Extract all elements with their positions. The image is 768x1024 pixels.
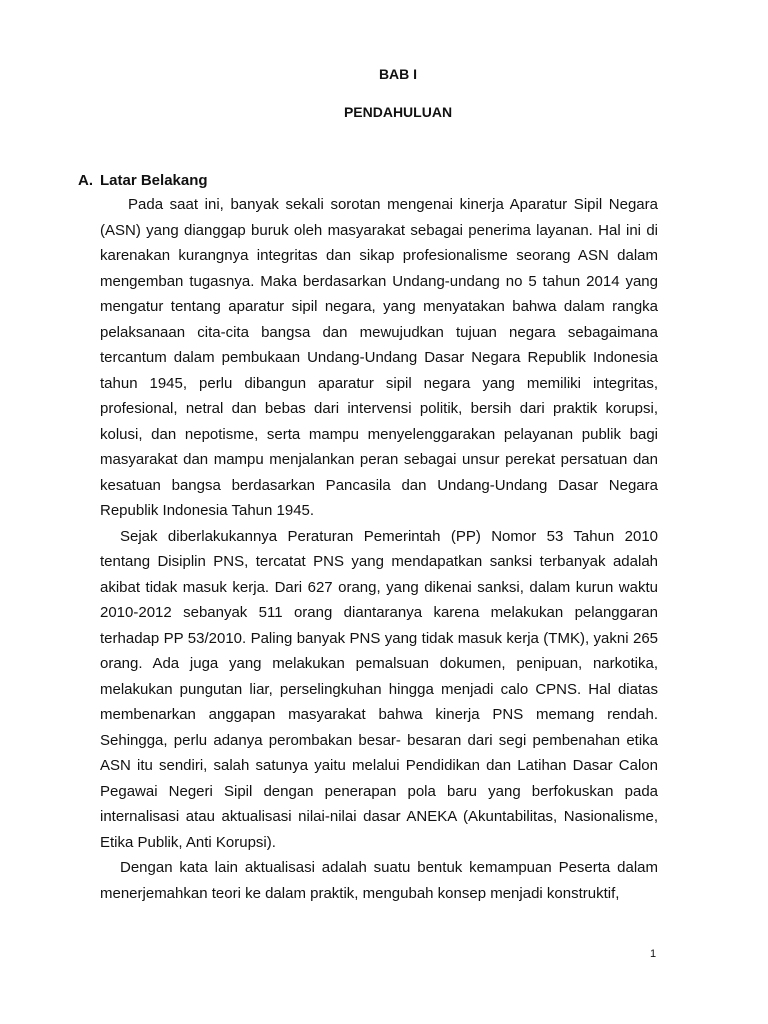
paragraph: Dengan kata lain aktualisasi adalah suatu bentuk kemampuan Peserta dalam menerjemahkan teori ke dalam praktik, mengubah konsep menjadi konstruktif, — [100, 859, 658, 902]
chapter-title: PENDAHULUAN — [343, 104, 453, 120]
page-number: 1 — [650, 948, 657, 960]
section-letter: A. — [78, 172, 93, 189]
section-title: Latar Belakang — [100, 172, 208, 189]
body-text — [100, 192, 658, 906]
paragraph: Pada saat ini, banyak sekali sorotan mengenai kinerja Aparatur Sipil Negara (ASN) yang dianggap buruk oleh masyarakat sebagai penerima layanan. Hal ini di karenakan kurangnya integritas dan sikap profesionalisme seorang ASN dalam mengemban tugasnya. Maka berdasarkan Undang-undang no 5 tahun 2014 yang mengatur tentang aparatur sipil negara, yang menyatakan bahwa dalam rangka pelaksanaan cita-cita bangsa dan mewujudkan tujuan negara sebagaimana tercantum dalam pembukaan Undang-Undang Dasar Negara Republik Indonesia tahun 1945, perlu dibangun aparatur sipil negara yang memiliki integritas, profesional, netral dan bebas dari intervensi politik, bersih dari praktik korupsi, kolusi, dan nepotisme, serta mampu menyelenggarakan pelayanan publik bagi masyarakat dan mampu menjalankan peran sebagai unsur perekat persatuan dan kesatuan bangsa berdasarkan Pancasila dan Undang-Undang Dasar Negara Republik Indonesia Tahun 1945. — [100, 196, 658, 519]
chapter-number: BAB I — [378, 66, 418, 82]
section-heading — [78, 172, 208, 189]
paragraph: Sejak diberlakukannya Peraturan Pemerintah (PP) Nomor 53 Tahun 2010 tentang Disiplin PNS, tercatat PNS yang mendapatkan sanksi terbanyak adalah akibat tidak masuk kerja. Dari 627 orang, yang dikenai sanksi, dalam kurun waktu 2010-2012 sebanyak 511 orang diantaranya karena melakukan pelanggaran terhadap PP 53/2010. Paling banyak PNS yang tidak masuk kerja (TMK), yakni 265 orang. Ada juga yang melakukan pemalsuan dokumen, penipuan, narkotika, melakukan pungutan liar, perselingkuhan hingga menjadi calo CPNS. Hal diatas membenarkan anggapan masyarakat bahwa kinerja PNS memang rendah. Sehingga, perlu adanya perombakan besar- besaran dari segi pembenahan etika ASN itu sendiri, salah satunya yaitu melalui Pendidikan dan Latihan Dasar Calon Pegawai Negeri Sipil dengan penerapan pola baru yang berfokuskan pada internalisasi atau aktualisasi nilai-nilai dasar ANEKA (Akuntabilitas, Nasionalisme, Etika Publik, Anti Korupsi). — [100, 527, 658, 851]
